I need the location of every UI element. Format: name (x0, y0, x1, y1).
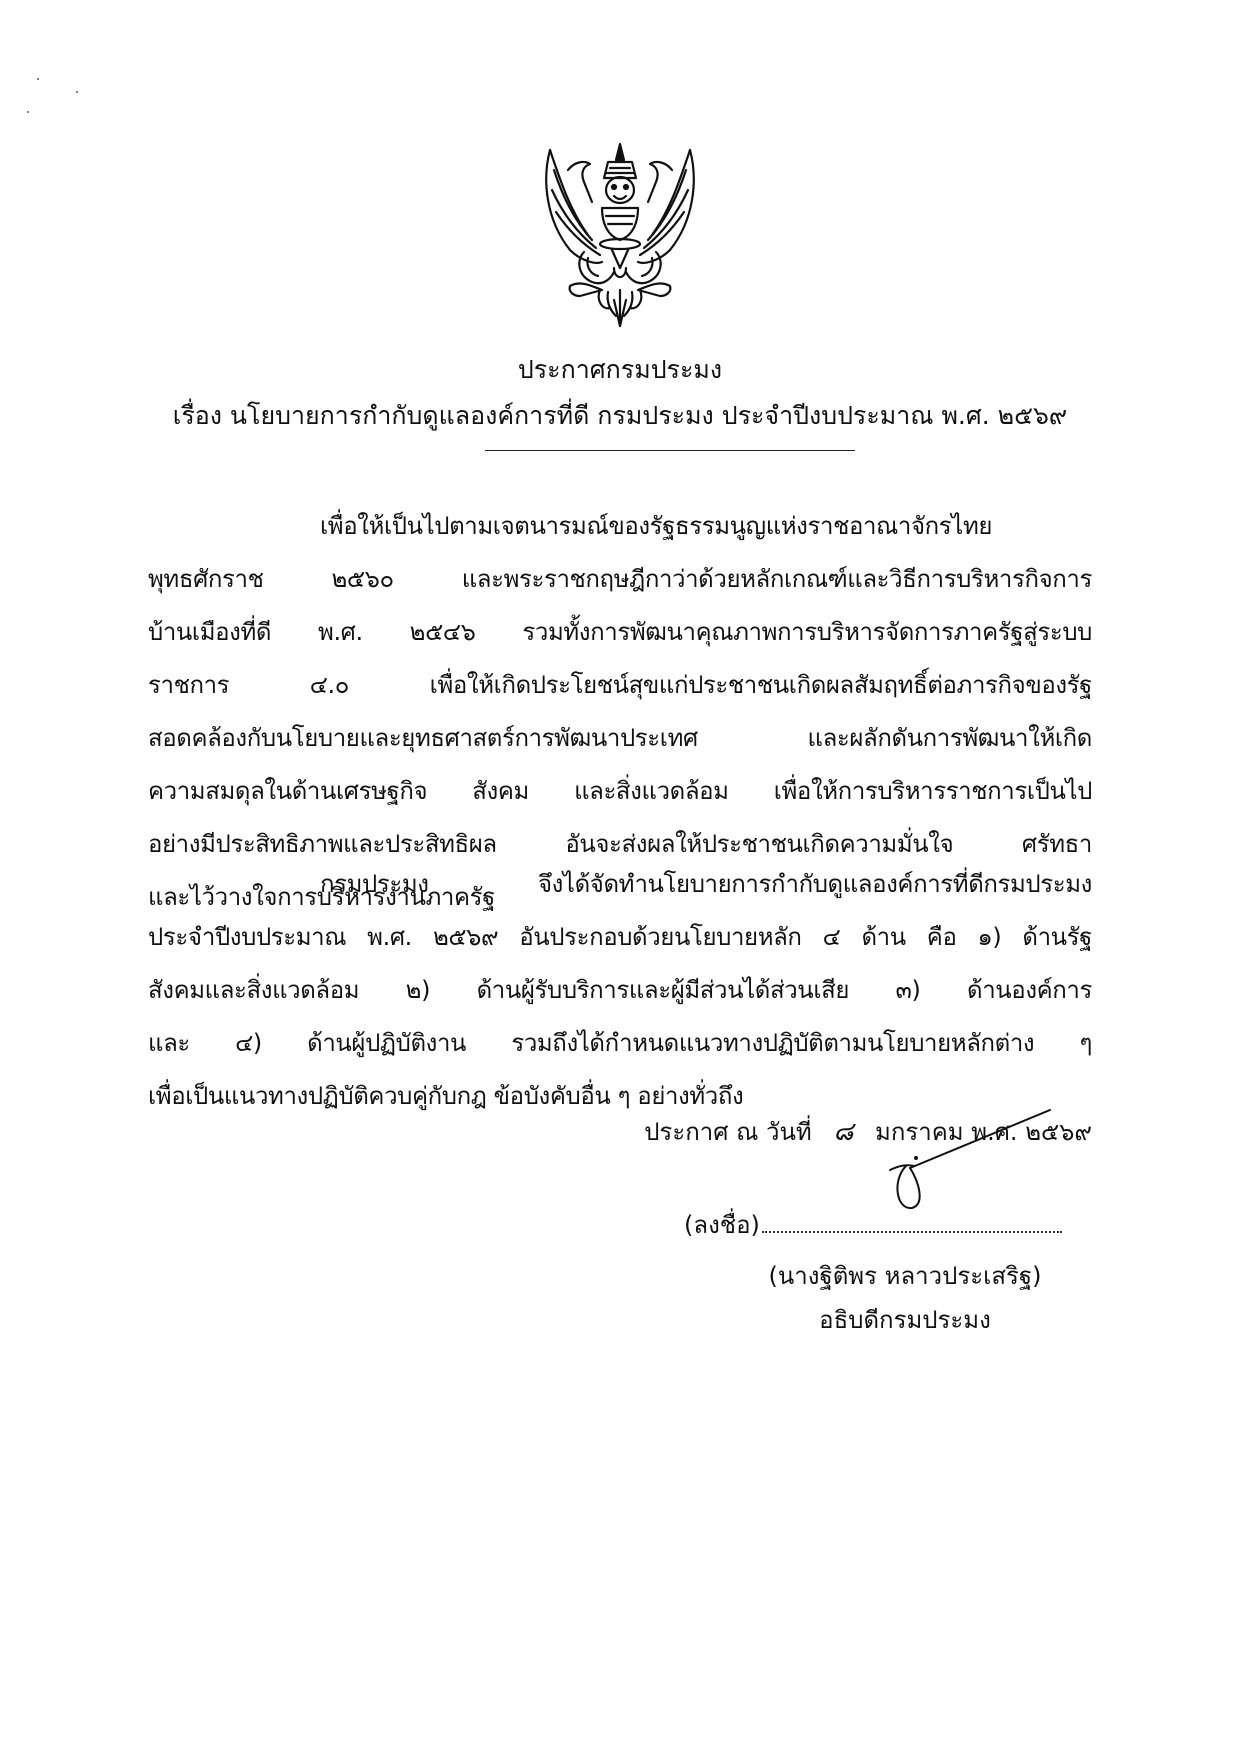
scan-speck (76, 91, 78, 93)
signature-label: (ลงชื่อ) (684, 1211, 760, 1239)
handwritten-signature-icon (880, 1100, 1080, 1220)
date-prefix: ประกาศ ณ วันที่ (644, 1118, 812, 1146)
paragraph-line: เพื่อเป็นแนวทางปฏิบัติควบคู่กับกฎ ข้อบังคับอื่น ๆ อย่างทั่วถึง (148, 1082, 744, 1110)
paragraph-line: กรมประมง จึงได้จัดทำนโยบายการกำกับดูแลองค์การที่ดีกรมประมง (320, 870, 1092, 898)
signature-dotted-line (762, 1209, 1062, 1233)
signer-position: อธิบดีกรมประมง (819, 1306, 991, 1334)
paragraph-line: ราชการ ๔.๐ เพื่อให้เกิดประโยชน์สุขแก่ประชาชนเกิดผลสัมฤทธิ์ต่อภารกิจของรัฐ (148, 671, 1092, 699)
paragraph-2 (148, 858, 1092, 1123)
paragraph-line: ความสมดุลในด้านเศรษฐกิจ สังคม และสิ่งแวดล้อม เพื่อให้การบริหารราชการเป็นไป (148, 777, 1092, 805)
paragraph-line: และ ๔) ด้านผู้ปฏิบัติงาน รวมถึงได้กำหนดแนวทางปฏิบัติตามนโยบายหลักต่าง ๆ (148, 1029, 1092, 1057)
scan-speck (27, 111, 29, 113)
garuda-emblem-icon (540, 140, 700, 330)
paragraph-line: สังคมและสิ่งแวดล้อม ๒) ด้านผู้รับบริการและผู้มีส่วนได้ส่วนเสีย ๓) ด้านองค์การ (148, 976, 1092, 1004)
signer-name: (นางฐิติพร หลาวประเสริฐ) (768, 1262, 1042, 1290)
announcement-subject: เรื่อง นโยบายการกำกับดูแลองค์การที่ดี กรมประมง ประจำปีงบประมาณ พ.ศ. ๒๕๖๙ (172, 401, 1068, 430)
paragraph-line: และไว้วางใจการบริหารงานภาครัฐ (148, 883, 495, 911)
paragraph-line: อย่างมีประสิทธิภาพและประสิทธิผล อันจะส่งผลให้ประชาชนเกิดความมั่นใจ ศรัทธา (148, 830, 1092, 858)
paragraph-line: เพื่อให้เป็นไปตามเจตนารมณ์ของรัฐธรรมนูญแห่งราชอาณาจักรไทย (320, 512, 993, 540)
title-divider (485, 450, 855, 451)
date-year: พ.ศ. ๒๕๖๙ (971, 1118, 1092, 1146)
paragraph-line: ประจำปีงบประมาณ พ.ศ. ๒๕๖๙ อันประกอบด้วยนโยบายหลัก ๔ ด้าน คือ ๑) ด้านรัฐ (148, 923, 1092, 951)
scan-speck (37, 78, 39, 80)
signature-line (684, 1205, 1062, 1245)
paragraph-line: พุทธศักราช ๒๕๖๐ และพระราชกฤษฎีกาว่าด้วยหลักเกณฑ์และวิธีการบริหารกิจการ (148, 565, 1092, 593)
paragraph-line: สอดคล้องกับนโยบายและยุทธศาสตร์การพัฒนาประเทศ และผลักดันการพัฒนาให้เกิด (148, 724, 1092, 752)
announcement-title: ประกาศกรมประมง (517, 355, 723, 384)
paragraph-line: บ้านเมืองที่ดี พ.ศ. ๒๕๔๖ รวมทั้งการพัฒนาคุณภาพการบริหารจัดการภาครัฐสู่ระบบ (148, 618, 1092, 646)
date-day-handwritten: ๘ (833, 1117, 854, 1147)
date-month: มกราคม (875, 1118, 964, 1146)
